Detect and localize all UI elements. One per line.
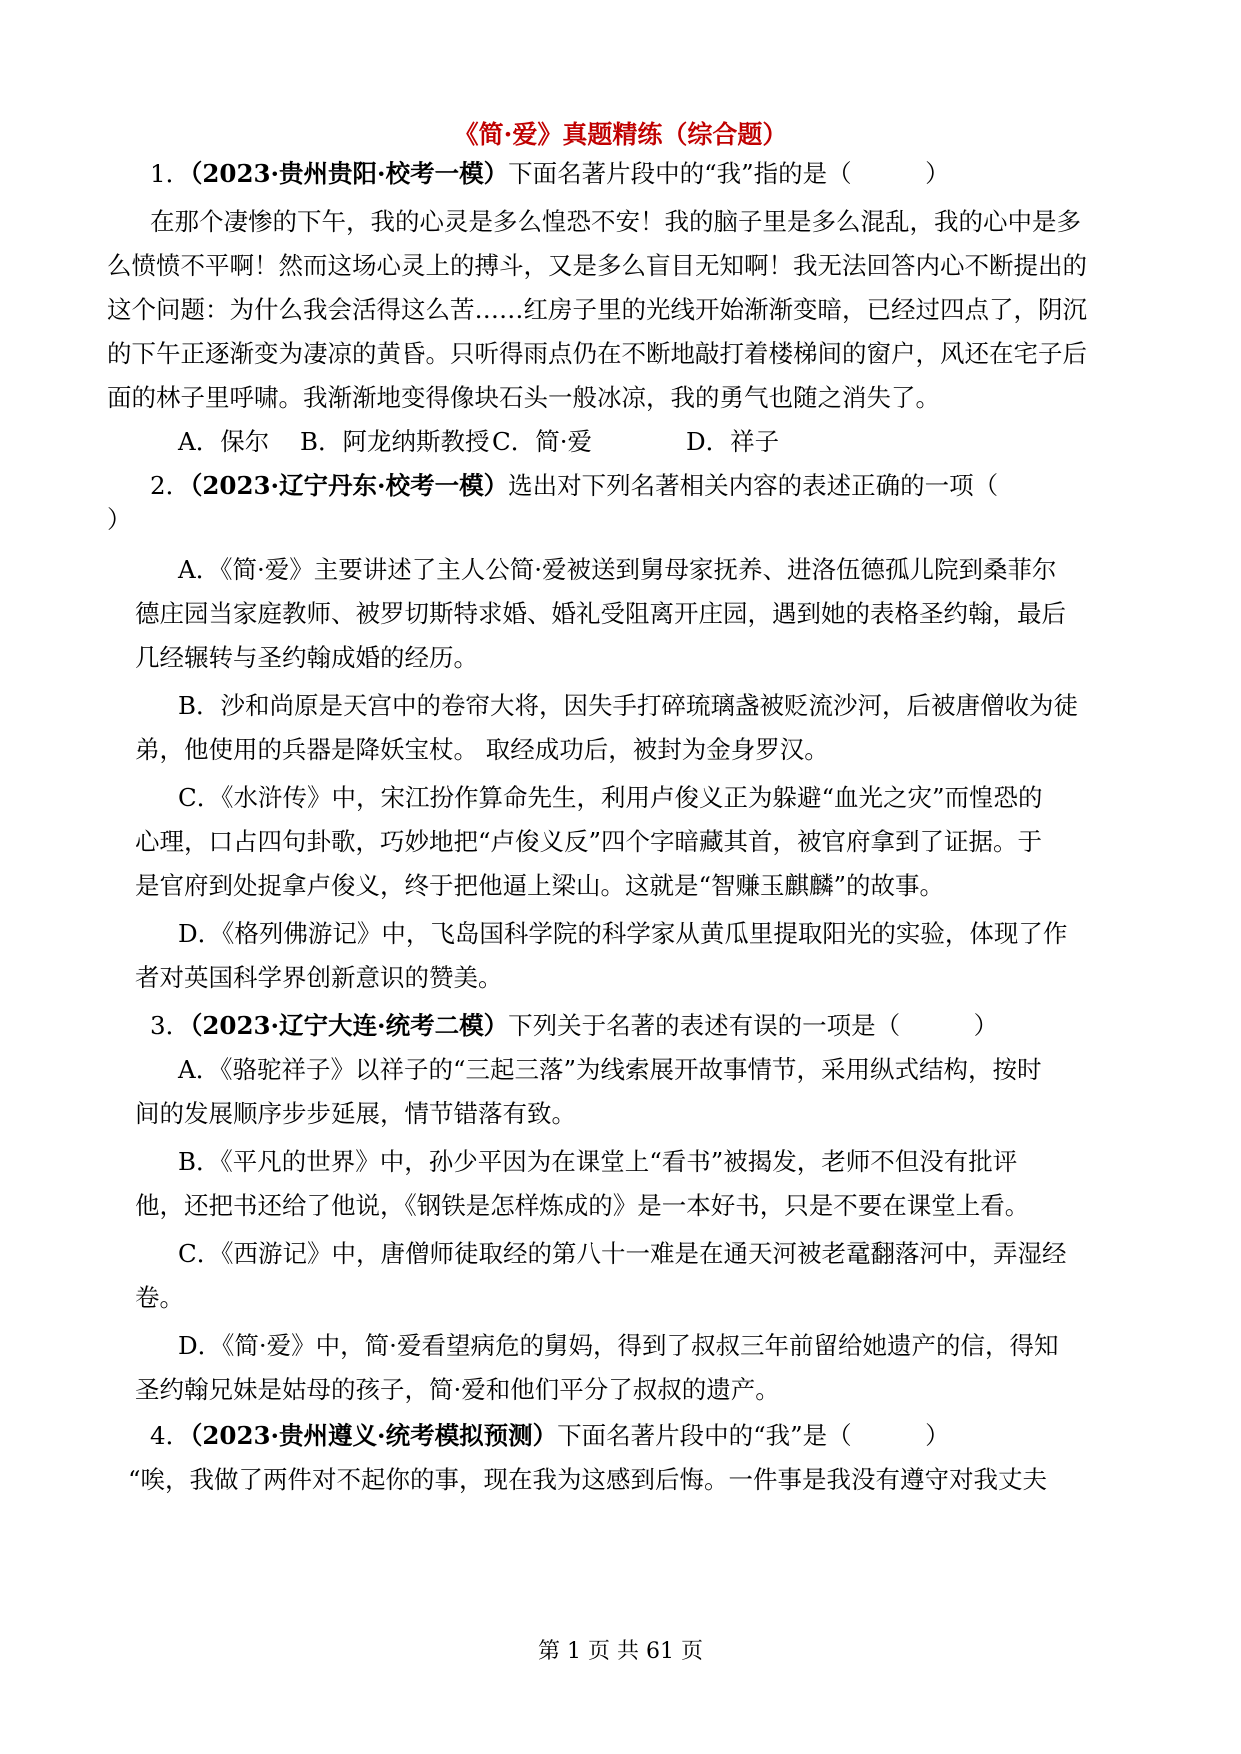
- question-source: （2023·辽宁大连·统考二模）: [190, 1011, 509, 1040]
- option-a-line: 几经辗转与圣约翰成婚的经历。: [135, 643, 478, 672]
- option-a-line: 德庄园当家庭教师、被罗切斯特求婚、婚礼受阻离开庄园，遇到她的表格圣约翰，最后: [135, 599, 1066, 628]
- option-d: D．祥子: [686, 427, 780, 456]
- passage-line: 这个问题：为什么我会活得这么苦……红房子里的光线开始渐渐变暗，已经过四点了，阴沉: [107, 295, 1087, 324]
- option-c-line: C．《西游记》中，唐僧师徒取经的第八十一难是在通天河被老鼋翻落河中，弄湿经: [178, 1239, 1067, 1268]
- passage-line: 面的林子里呼啸。我渐渐地变得像块石头一般冰凉，我的勇气也随之消失了。: [107, 383, 940, 412]
- option-d-line: 者对英国科学界创新意识的赞美。: [135, 963, 503, 992]
- question-stem-continued: ）: [107, 505, 132, 534]
- question-stem: 下面名著片段中的“我”指的是（ ）: [508, 159, 950, 188]
- option-d-line: 圣约翰兄妹是姑母的孩子，简·爱和他们平分了叔叔的遗产。: [135, 1375, 780, 1404]
- option-b-line: B．《平凡的世界》中，孙少平因为在课堂上“看书”被揭发，老师不但没有批评: [178, 1147, 1018, 1176]
- question-number: 1．: [150, 159, 191, 188]
- option-a: A．保尔: [178, 427, 270, 456]
- question-1-header: [150, 156, 950, 192]
- option-b-line: B．沙和尚原是天宫中的卷帘大将，因失手打碎琉璃盏被贬流沙河，后被唐僧收为徒: [178, 691, 1079, 720]
- option-b-line: 弟，他使用的兵器是降妖宝杖。 取经成功后，被封为金身罗汉。: [135, 735, 829, 764]
- question-source: （2023·贵州贵阳·校考一模）: [190, 159, 509, 188]
- passage-line: 么愤愤不平啊！然而这场心灵上的搏斗，又是多么盲目无知啊！我无法回答内心不断提出的: [107, 251, 1087, 280]
- question-4-header: [150, 1418, 950, 1454]
- passage-line: “唉，我做了两件对不起你的事，现在我为这感到后悔。一件事是我没有遵守对我丈夫: [128, 1465, 1048, 1494]
- question-stem: 下面名著片段中的“我”是（ ）: [557, 1421, 950, 1450]
- option-c-line: 是官府到处捉拿卢俊义，终于把他逼上梁山。这就是“智赚玉麒麟”的故事。: [135, 871, 945, 900]
- question-1-options: [0, 424, 1241, 460]
- option-c-line: 心理，口占四句卦歌，巧妙地把“卢俊义反”四个字暗藏其首，被官府拿到了证据。于: [135, 827, 1043, 856]
- question-number: 2．: [150, 471, 191, 500]
- option-d-line: D．《简·爱》中，简·爱看望病危的舅妈，得到了叔叔三年前留给她遗产的信，得知: [178, 1331, 1059, 1360]
- question-2-header: [150, 468, 998, 504]
- option-c: C．简·爱: [492, 427, 593, 456]
- question-3-header: [150, 1008, 998, 1044]
- option-b-line: 他，还把书还给了他说，《钢铁是怎样炼成的》是一本好书，只是不要在课堂上看。: [135, 1191, 1030, 1220]
- option-a-line: A．《骆驼祥子》以祥子的“三起三落”为线索展开故事情节，采用纵式结构，按时: [178, 1055, 1042, 1084]
- document-title: 《简·爱》真题精练（综合题）: [453, 120, 788, 149]
- option-a-line: A．《简·爱》主要讲述了主人公简·爱被送到舅母家抚养、进洛伍德孤儿院到桑菲尔: [178, 555, 1057, 584]
- question-source: （2023·辽宁丹东·校考一模）: [190, 471, 509, 500]
- question-stem: 选出对下列名著相关内容的表述正确的一项（: [508, 471, 999, 500]
- option-a-line: 间的发展顺序步步延展，情节错落有致。: [135, 1099, 576, 1128]
- question-number: 3．: [150, 1011, 191, 1040]
- option-c-line: 卷。: [135, 1283, 184, 1312]
- question-stem: 下列关于名著的表述有误的一项是（ ）: [508, 1011, 999, 1040]
- passage-line: 在那个凄惨的下午，我的心灵是多么惶恐不安！我的脑子里是多么混乱，我的心中是多: [150, 207, 1081, 236]
- page-footer: 第 1 页 共 61 页: [538, 1639, 703, 1664]
- option-b: B．阿龙纳斯教授: [300, 427, 490, 456]
- passage-line: 的下午正逐渐变为凄凉的黄昏。只听得雨点仍在不断地敲打着楼梯间的窗户，风还在宅子后: [107, 339, 1087, 368]
- question-number: 4．: [150, 1421, 191, 1450]
- option-d-line: D．《格列佛游记》中，飞岛国科学院的科学家从黄瓜里提取阳光的实验，体现了作: [178, 919, 1068, 948]
- option-c-line: C．《水浒传》中，宋江扮作算命先生，利用卢俊义正为躲避“血光之灾”而惶恐的: [178, 783, 1043, 812]
- question-source: （2023·贵州遵义·统考模拟预测）: [190, 1421, 558, 1450]
